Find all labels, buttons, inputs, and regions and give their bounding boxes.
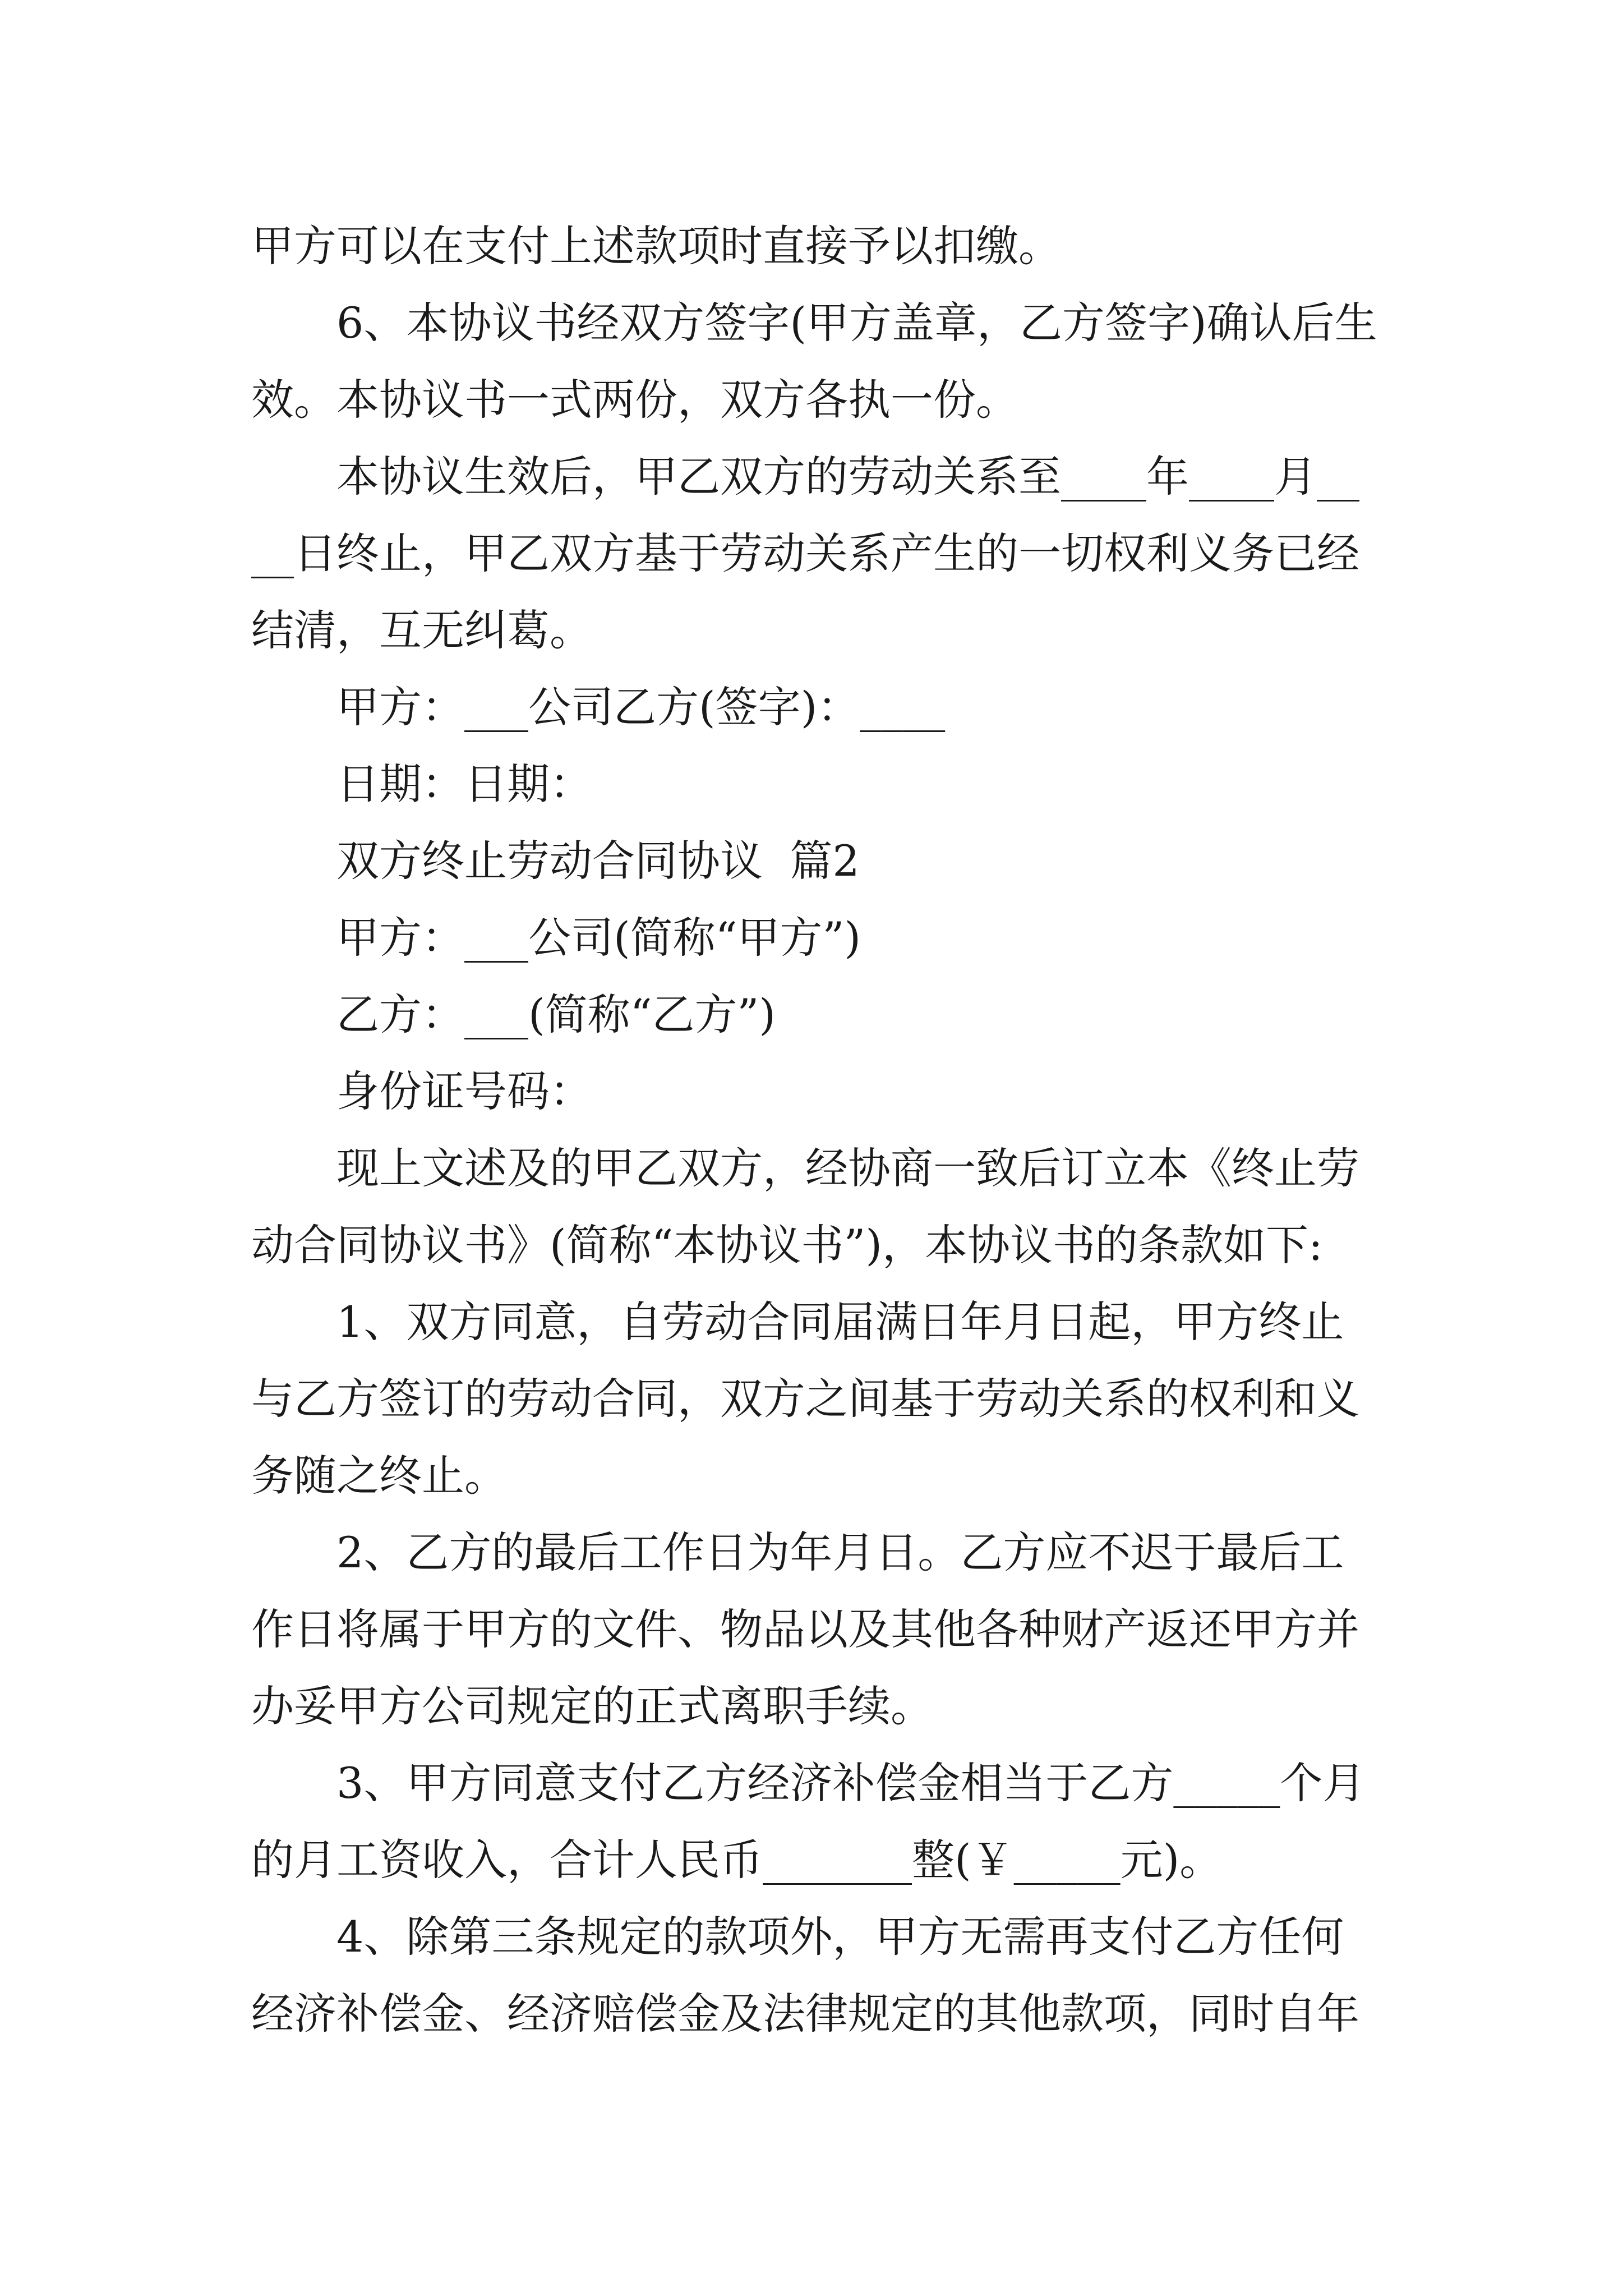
- date-line: 日期：日期：: [336, 759, 592, 809]
- party-a-line: 甲方：___公司(简称“甲方”): [336, 913, 861, 963]
- party-b-line: 乙方：___(简称“乙方”): [336, 990, 776, 1039]
- id-number-line: 身份证号码：: [336, 1066, 592, 1116]
- paragraph-clause-4: 4、除第三条规定的款项外，甲方无需再支付乙方任何经济补偿金、经济赔偿金及法律规定的其他款项，同时自年: [251, 1912, 1359, 2039]
- paragraph-preamble: 现上文述及的甲乙双方，经协商一致后订立本《终止劳动合同协议书》(简称“本协议书”)，本协议书的条款如下:: [251, 1143, 1359, 1270]
- document-body: [251, 208, 1378, 2052]
- section-title: 双方终止劳动合同协议 篇2: [336, 836, 860, 886]
- paragraph-clause-6: 6、本协议书经双方签字(甲方盖章，乙方签字)确认后生效。本协议书一式两份，双方各执一份。: [251, 298, 1377, 425]
- paragraph-clause-2: 2、乙方的最后工作日为年月日。乙方应不迟于最后工作日将属于甲方的文件、物品以及其他各种财产返还甲方并办妥甲方公司规定的正式离职手续。: [251, 1527, 1359, 1731]
- signature-line: 甲方：___公司乙方(签字)：____: [336, 682, 946, 732]
- paragraph-clause-3: 3、甲方同意支付乙方经济补偿金相当于乙方_____个月的月工资收入，合计人民币_______整(￥_____元)。: [251, 1758, 1366, 1885]
- paragraph-clause-1: 1、双方同意，自劳动合同届满日年月日起，甲方终止与乙方签订的劳动合同，双方之间基于劳动关系的权利和义务随之终止。: [251, 1297, 1359, 1501]
- paragraph-continuation: 甲方可以在支付上述款项时直接予以扣缴。: [251, 221, 1061, 271]
- paragraph-termination-date: 本协议生效后，甲乙双方的劳动关系至____年____月____日终止，甲乙双方基于劳动关系产生的一切权利义务已经结清，互无纠葛。: [251, 452, 1359, 655]
